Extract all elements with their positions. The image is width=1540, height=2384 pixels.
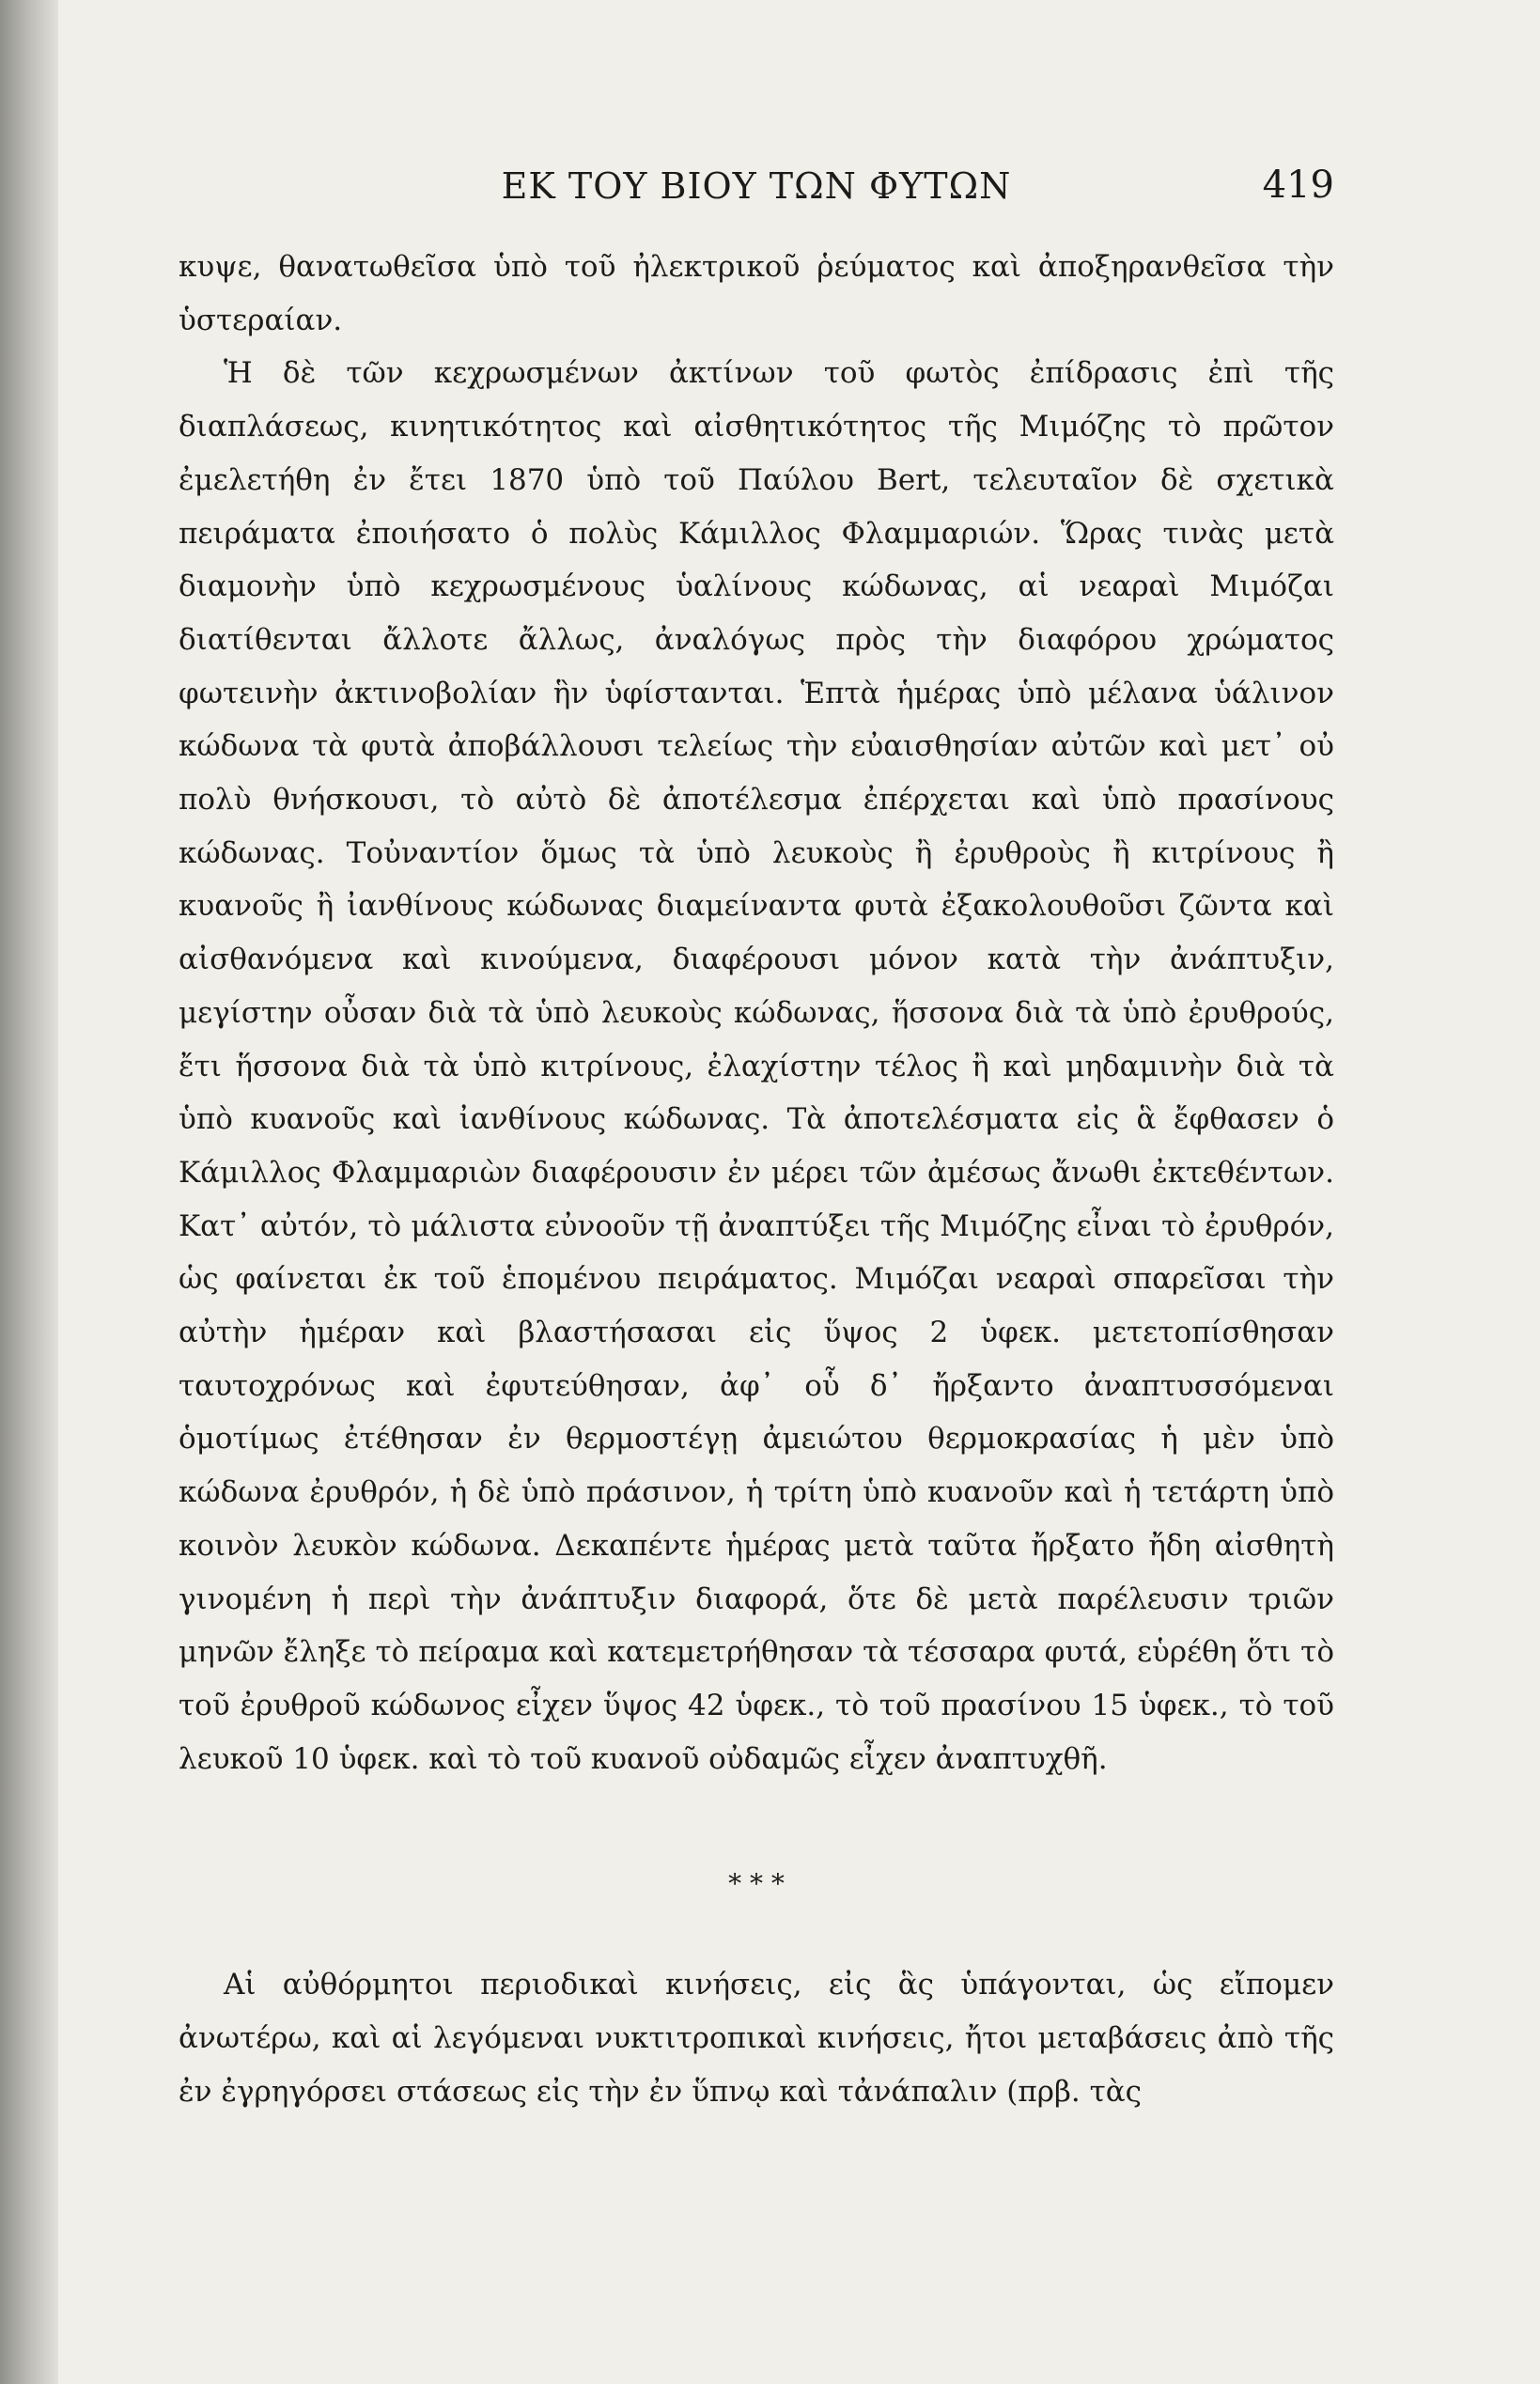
paragraph-continuation: κυψε, θανατωθεῖσα ὑπὸ τοῦ ἠλεκτρικοῦ ῥεύματος καὶ ἀποξηρανθεῖσα τὴν ὑστεραίαν. — [179, 250, 1334, 337]
body-text — [179, 241, 1334, 2119]
running-title: ΕΚ ΤΟΥ ΒΙΟΥ ΤΩΝ ΦΥΤΩΝ — [501, 165, 1012, 207]
paragraph-periodic-movements: Αἱ αὐθόρμητοι περιοδικαὶ κινήσεις, εἰς ἃς ὑπάγονται, ὡς εἴπομεν ἀνωτέρω, καὶ αἱ λεγόμεναι νυκτιτροπικαὶ κινήσεις, ἤτοι μεταβάσεις ἀπὸ τῆς ἐν ἐγρηγόρσει στάσεως εἰς τὴν ἐν ὕπνῳ καὶ τἀνάπαλιν (πρβ. τὰς — [179, 1968, 1334, 2109]
book-spine-shadow — [0, 0, 58, 2384]
section-asterism: * * * — [728, 1868, 785, 1900]
book-page — [179, 160, 1334, 2119]
page-number: 419 — [1262, 164, 1334, 207]
running-head — [179, 160, 1334, 216]
paragraph-mimosa-light: Ἡ δὲ τῶν κεχρωσμένων ἀκτίνων τοῦ φωτὸς ἐπίδρασις ἐπὶ τῆς διαπλάσεως, κινητικότητος καὶ αἰσθητικότητος τῆς Μιμόζης τὸ πρῶτον ἐμελετήθη ἐν ἔτει 1870 ὑπὸ τοῦ Παύλου Bert, τελευταῖον δὲ σχετικὰ πειράματα ἐποιήσατο ὁ πολὺς Κάμιλλος Φλαμμαριών. Ὥρας τινὰς μετὰ διαμονὴν ὑπὸ κεχρωσμένους ὑαλίνους κώδωνας, αἱ νεαραὶ Μιμόζαι διατίθενται ἄλλοτε ἄλλως, ἀναλόγως πρὸς τὴν διαφόρου χρώματος φωτεινὴν ἀκτινοβολίαν ἣν ὑφίστανται. Ἑπτὰ ἡμέρας ὑπὸ μέλανα ὑάλινον κώδωνα τὰ φυτὰ ἀποβάλλουσι τελείως τὴν εὐαισθησίαν αὐτῶν καὶ μετ᾽ οὐ πολὺ θνήσκουσι, τὸ αὐτὸ δὲ ἀποτέλεσμα ἐπέρχεται καὶ ὑπὸ πρασίνους κώδωνας. Τοὐναντίον ὅμως τὰ ὑπὸ λευκοὺς ἢ ἐρυθροὺς ἢ κιτρίνους ἢ κυανοῦς ἢ ἰανθίνους κώδωνας διαμείναντα φυτὰ ἐξακολουθοῦσι ζῶντα καὶ αἰσθανόμενα καὶ κινούμενα, διαφέρουσι μόνον κατὰ τὴν ἀνάπτυξιν, μεγίστην οὖσαν διὰ τὰ ὑπὸ λευκοὺς κώδωνας, ἥσσονα διὰ τὰ ὑπὸ ἐρυθρούς, ἔτι ἥσσονα διὰ τὰ ὑπὸ κιτρίνους, ἐλαχίστην τέλος ἢ καὶ μηδαμινὴν διὰ τὰ ὑπὸ κυανοῦς καὶ ἰανθίνους κώδωνας. Τὰ ἀποτελέσματα εἰς ἃ ἔφθασεν ὁ Κάμιλλος Φλαμμαριὼν διαφέρουσιν ἐν μέρει τῶν ἀμέσως ἄνωθι ἐκτεθέντων. Κατ᾽ αὐτόν, τὸ μάλιστα εὐνοοῦν τῇ ἀναπτύξει τῆς Μιμόζης εἶναι τὸ ἐρυθρόν, ὡς φαίνεται ἐκ τοῦ ἑπομένου πειράματος. Μιμόζαι νεαραὶ σπαρεῖσαι τὴν αὐτὴν ἡμέραν καὶ βλαστήσασαι εἰς ὕψος 2 ὑφεκ. μετετοπίσθησαν ταυτοχρόνως καὶ ἐφυτεύθησαν, ἀφ᾽ οὗ δ᾽ ἤρξαντο ἀναπτυσσόμεναι ὁμοτίμως ἐτέθησαν ἐν θερμοστέγῃ ἀμειώτου θερμοκρασίας ἡ μὲν ὑπὸ κώδωνα ἐρυθρόν, ἡ δὲ ὑπὸ πράσινον, ἡ τρίτη ὑπὸ κυανοῦν καὶ ἡ τετάρτη ὑπὸ κοινὸν λευκὸν κώδωνα. Δεκαπέντε ἡμέρας μετὰ ταῦτα ἤρξατο ἤδη αἰσθητὴ γινομένη ἡ περὶ τὴν ἀνάπτυξιν διαφορά, ὅτε δὲ μετὰ παρέλευσιν τριῶν μηνῶν ἔληξε τὸ πείραμα καὶ κατεμετρήθησαν τὰ τέσσαρα φυτά, εὑρέθη ὅτι τὸ τοῦ ἐρυθροῦ κώδωνος εἶχεν ὕψος 42 ὑφεκ., τὸ τοῦ πρασίνου 15 ὑφεκ., τὸ τοῦ λευκοῦ 10 ὑφεκ. καὶ τὸ τοῦ κυανοῦ οὐδαμῶς εἶχεν ἀναπτυχθῆ. — [179, 356, 1334, 1776]
